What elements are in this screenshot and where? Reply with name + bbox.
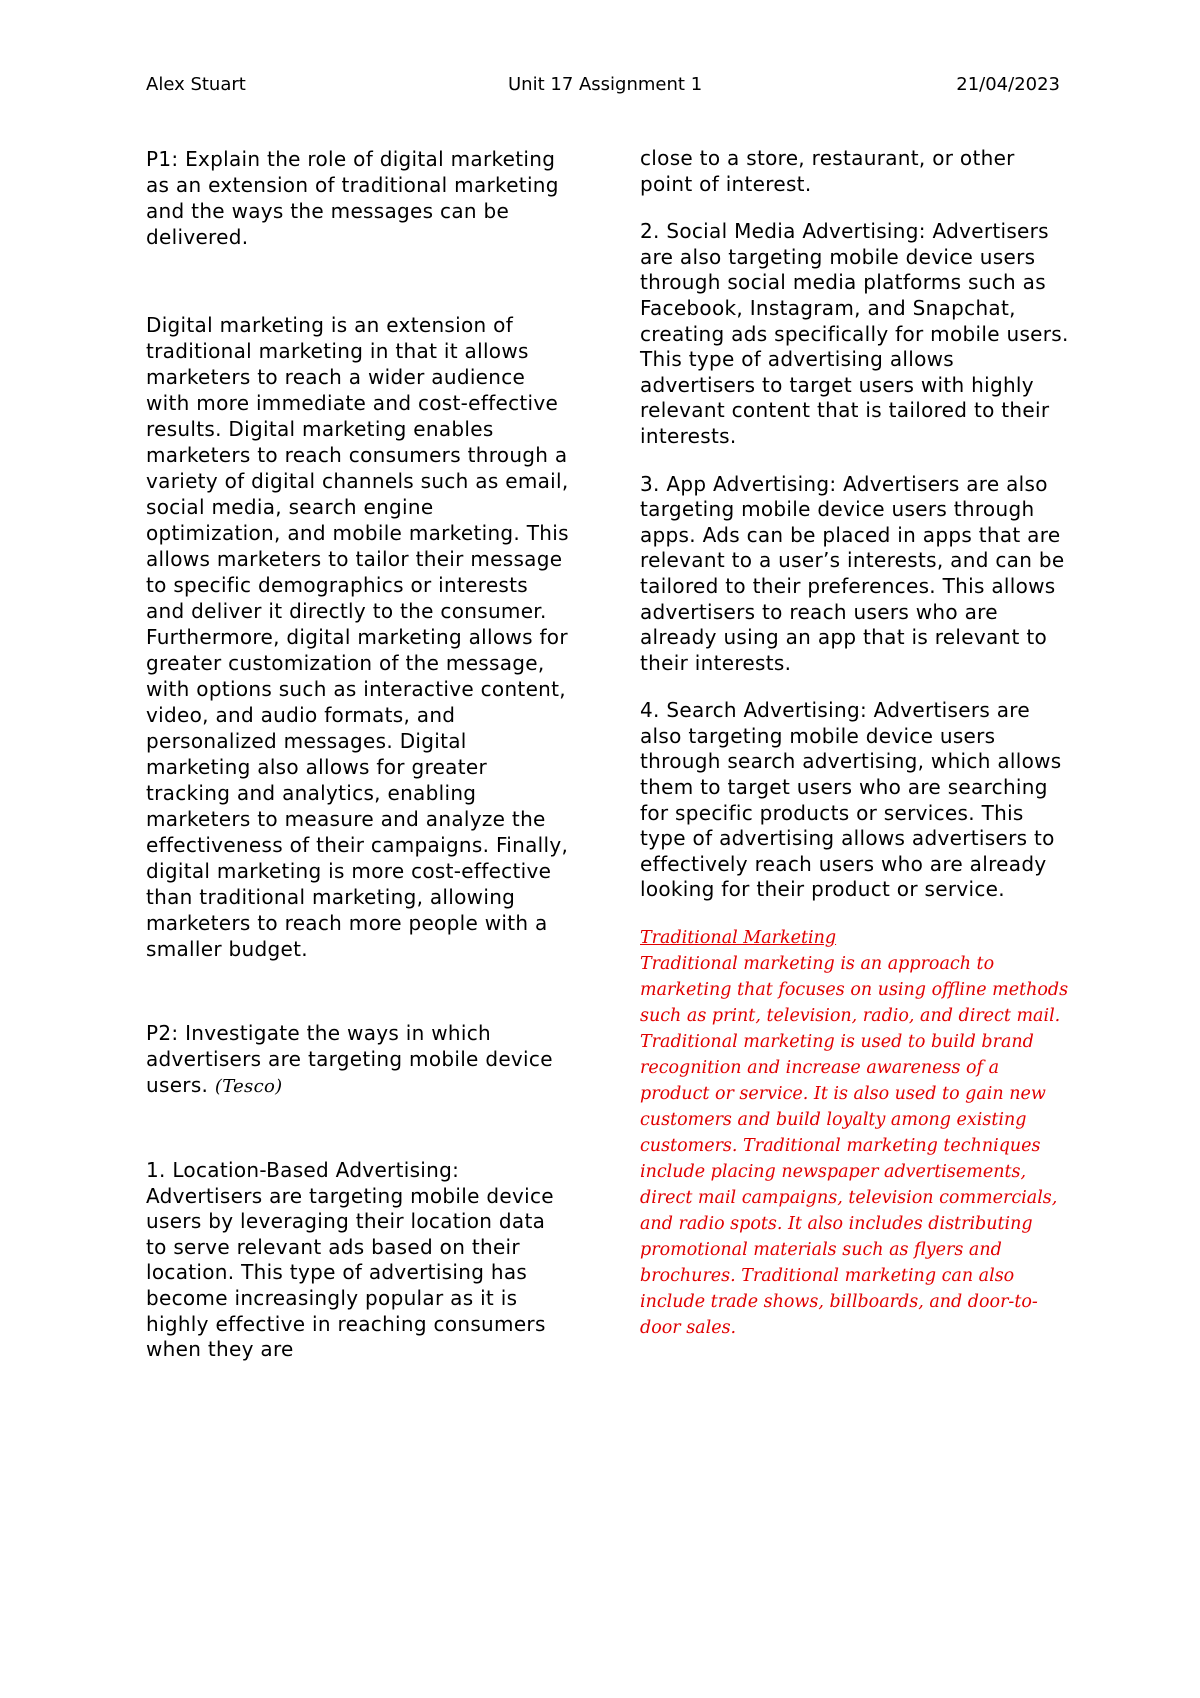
- traditional-marketing-note: [640, 925, 1070, 1341]
- document-date: 21/04/2023: [956, 74, 1060, 95]
- traditional-marketing-body: Traditional marketing is an approach to marketing that focuses on using offline methods such as print, television, radio, and direct mail. Traditional marketing is used to build brand recognition and increase awareness of a product or service. It is also used to gain new customers and build loyalty among existing customers. Traditional marketing techniques include placing newspaper advertisements, direct mail campaigns, television commercials, and radio spots. It also includes distributing promotional materials such as flyers and brochures. Traditional marketing can also include trade shows, billboards, and door-to-door sales.: [640, 954, 1069, 1339]
- list-item-social-media-advertising: 2. Social Media Advertising: Advertisers are also targeting mobile device users through social media platforms such as Facebook, Instagram, and Snapchat, creating ads specifically for mobile users. This type of advertising allows advertisers to target users with highly relevant content that is tailored to their interests.: [640, 219, 1069, 448]
- page-header: [146, 74, 1060, 104]
- right-column: [640, 146, 1070, 1341]
- author-name: Alex Stuart: [146, 74, 246, 95]
- p2-source: (Tesco): [214, 1076, 283, 1097]
- left-column: [146, 146, 571, 1363]
- list-item-app-advertising: 3. App Advertising: Advertisers are also targeting mobile device users through apps. Ads can be placed in apps that are relevant to a user’s interests, and can be tailored to their preferences. This allows advertisers to reach users who are already using an app that is relevant to their interests.: [640, 471, 1065, 675]
- p2-question-text: P2: Investigate the ways in which advertisers are targeting mobile device users.: [146, 1021, 553, 1097]
- document-title: Unit 17 Assignment 1: [508, 74, 703, 95]
- traditional-marketing-title: Traditional Marketing: [640, 928, 837, 949]
- p1-question: P1: Explain the role of digital marketing as an extension of traditional marketing and the ways the messages can be delivered.: [146, 147, 559, 249]
- p1-answer: Digital marketing is an extension of traditional marketing in that it allows marketers to reach a wider audience with more immediate and cost-effective results. Digital marketing enables marketers to reach consumers through a variety of digital channels such as email, social media, search engine optimization, and mobile marketing. This allows marketers to tailor their message to specific demographics or interests and deliver it directly to the consumer. Furthermore, digital marketing allows for greater customization of the message, with options such as interactive content, video, and audio formats, and personalized messages. Digital marketing also allows for greater tracking and analytics, enabling marketers to measure and analyze the effectiveness of their campaigns. Finally, digital marketing is more cost-effective than traditional marketing, allowing marketers to reach more people with a smaller budget.: [146, 313, 569, 961]
- p2-question: [146, 1020, 571, 1100]
- list-item-location-advertising-cont: close to a store, restaurant, or other point of interest.: [640, 146, 1015, 196]
- list-item-location-advertising: 1. Location-Based Advertising: Advertisers are targeting mobile device users by leveraging their location data to serve relevant ads based on their location. This type of advertising has become increasingly popular as it is highly effective in reaching consumers when they are: [146, 1158, 554, 1362]
- list-item-search-advertising: 4. Search Advertising: Advertisers are also targeting mobile device users through search advertising, which allows them to target users who are searching for specific products or services. This type of advertising allows advertisers to effectively reach users who are already looking for their product or service.: [640, 698, 1062, 902]
